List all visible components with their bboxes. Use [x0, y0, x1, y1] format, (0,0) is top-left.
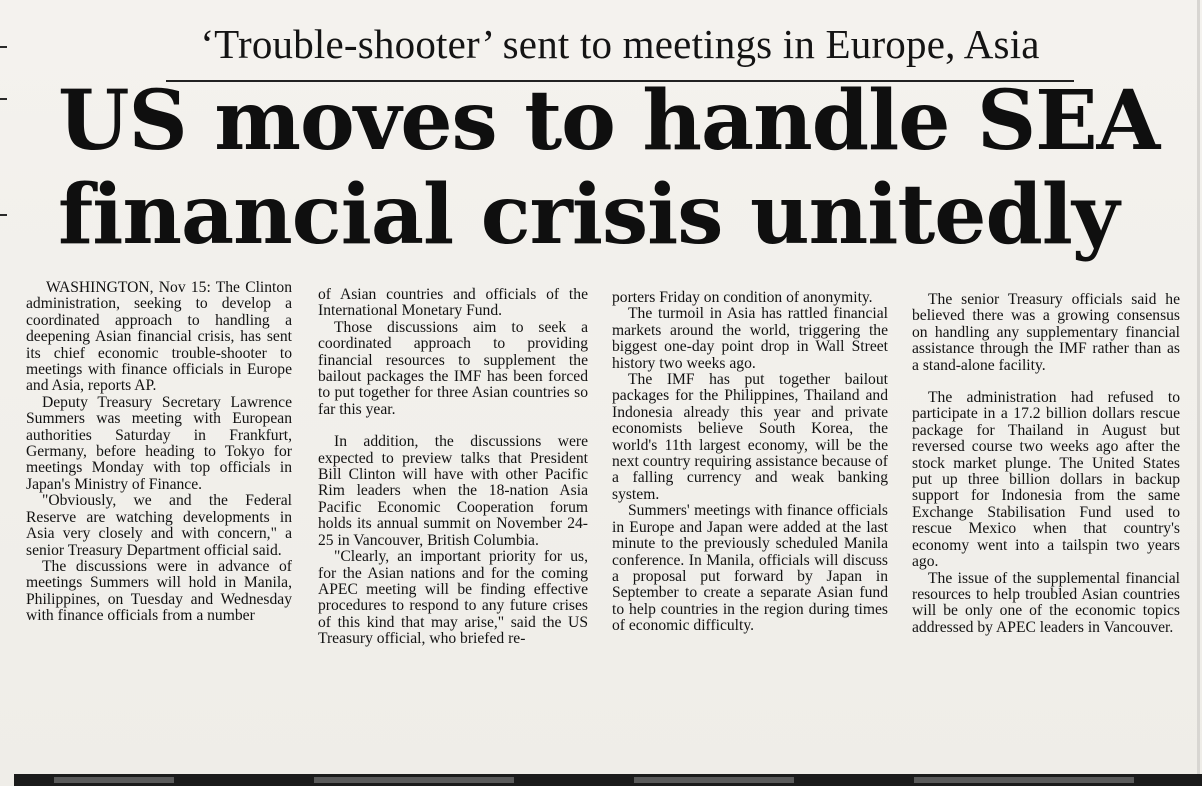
article-column-2 — [318, 287, 588, 777]
paragraph: "Clearly, an important priority for us, for the Asian nations and for the coming APEC meeting will be finding effective procedures to respond to any future crises of this kind that may arise," said the US Treasury official, who briefed re- — [318, 548, 588, 648]
kicker-headline: ‘Trouble-shooter’ sent to meetings in Europe, Asia — [200, 21, 1040, 67]
paragraph: Deputy Treasury Secretary Lawrence Summers was meeting with European authorities Saturday in Frankfurt, Germany, before heading to Tokyo for meetings Monday with top officials in Japan's Ministry of Finance. — [26, 393, 292, 493]
paragraph: WASHINGTON, Nov 15: The Clinton administration, seeking to develop a coordinated approach to handling a deepening Asian financial crisis, has sent its chief economic trouble-shooter to meetings with finance officials in Europe and Asia, reports AP. — [26, 280, 292, 395]
paragraph: of Asian countries and officials of the International Monetary Fund. — [318, 287, 588, 320]
article-column-4 — [912, 292, 1180, 782]
right-edge-shadow — [1197, 0, 1200, 786]
paragraph: The senior Treasury officials said he believed there was a growing consensus on handling any supplementary financial assistance through the IMF rather than as a stand-alone facility. — [912, 292, 1180, 374]
paragraph: Summers' meetings with finance officials in Europe and Japan were added at the last minute to the previously scheduled Manila conference. In Manila, officials will discuss a proposal put forward by Japan in September to create a separate Asian fund to help countries in the region during times of economic difficulty. — [612, 502, 888, 635]
next-article-edge — [14, 774, 1202, 786]
margin-tick — [0, 46, 7, 48]
margin-tick — [0, 98, 7, 100]
paragraph: The turmoil in Asia has rattled financial markets around the world, triggering the biggest one-day point drop in Wall Street history two weeks ago. — [612, 305, 888, 372]
paragraph: Those discussions aim to seek a coordinated approach to providing financial resources to supplement the bailout packages the IMF has been forced to put together for three Asian countries so far this year. — [318, 318, 588, 418]
paragraph: The IMF has put together bailout packages for the Philippines, Thailand and Indonesia already this year and private economists believe South Korea, the world's 11th largest economy, will be the next country requiring assistance because of a falling currency and weak banking system. — [612, 371, 888, 503]
paragraph: The administration had refused to participate in a 17.2 billion dollars rescue package for Thailand in August but reversed course two weeks ago after the stock market plunge. The United States put up three billion dollars in backup support for Indonesia from the same Exchange Stabilisation Fund used to rescue Mexico when that country's economy went into a tailspin two years ago. — [912, 389, 1180, 571]
margin-tick — [0, 214, 7, 216]
headline-line-2: financial crisis unitedly — [58, 167, 1119, 263]
article-column-1 — [26, 280, 292, 770]
paragraph: In addition, the discussions were expected to preview talks that President Bill Clinton will have with other Pacific Rim leaders when the 18-nation Asia Pacific Economic Cooperation forum holds its annual summit on November 24-25 in Vancouver, British Columbia. — [318, 433, 588, 549]
main-headline — [58, 74, 1188, 262]
headline-line-1: US moves to handle SEA — [58, 73, 1160, 169]
paragraph: The issue of the supplemental financial resources to help troubled Asian countries will be only one of the economic topics addressed by APEC leaders in Vancouver. — [912, 569, 1180, 636]
paragraph: porters Friday on condition of anonymity. — [612, 290, 873, 306]
paragraph: The discussions were in advance of meetings Summers will hold in Manila, Philippines, on Tuesday and Wednesday with finance officials from a number — [26, 557, 292, 625]
article-column-3 — [612, 290, 888, 780]
paragraph: "Obviously, we and the Federal Reserve are watching developments in Asia very closely and with concern," a senior Treasury Department official said. — [26, 492, 292, 559]
